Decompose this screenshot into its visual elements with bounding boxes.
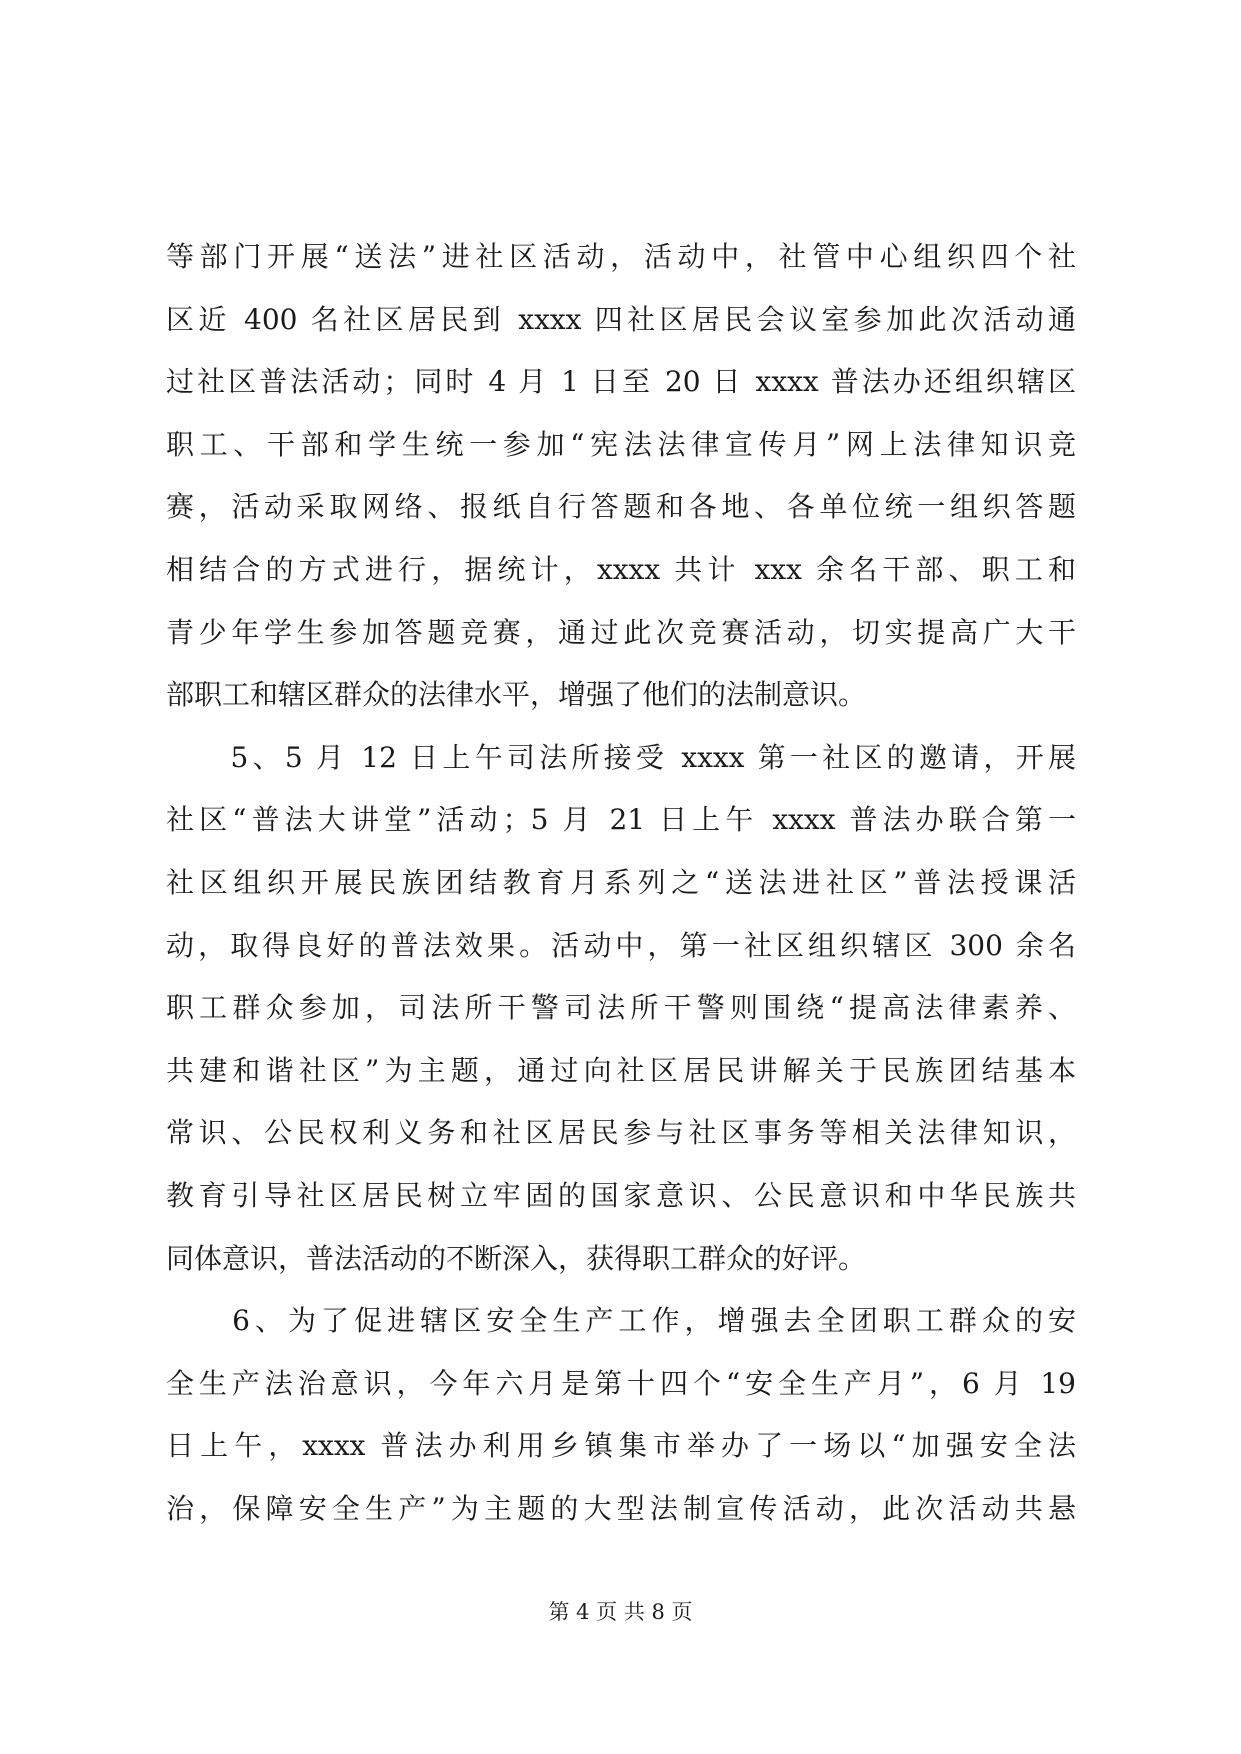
body-text-line: 社区“普法大讲堂”活动；5 月 21 日上午 xxxx 普法办联合第一 [166, 803, 1076, 837]
body-text-line: 区近 400 名社区居民到 xxxx 四社区居民会议室参加此次活动通 [166, 302, 1076, 336]
body-text-line: 动，取得良好的普法效果。活动中，第一社区组织辖区 300 余名 [166, 928, 1076, 962]
body-text-line: 教育引导社区居民树立牢固的国家意识、公民意识和中华民族共 [166, 1178, 1076, 1212]
body-text-line: 赛，活动采取网络、报纸自行答题和各地、各单位统一组织答题 [166, 490, 1076, 524]
document-body [166, 226, 1076, 1540]
body-text-line: 治，保障安全生产”为主题的大型法制宣传活动，此次活动共悬 [166, 1491, 1076, 1525]
body-text-line: 6、为了促进辖区安全生产工作，增强去全团职工群众的安 [166, 1304, 1076, 1338]
body-text-line: 部职工和辖区群众的法律水平，增强了他们的法制意识。 [166, 678, 867, 712]
body-text-line: 职工群众参加，司法所干警司法所干警则围绕“提高法律素养、 [166, 991, 1076, 1025]
body-text-line: 青少年学生参加答题竞赛，通过此次竞赛活动，切实提高广大干 [166, 615, 1076, 649]
body-text-line: 共建和谐社区”为主题，通过向社区居民讲解关于民族团结基本 [166, 1053, 1076, 1087]
body-text-line: 过社区普法活动；同时 4 月 1 日至 20 日 xxxx 普法办还组织辖区 [166, 365, 1076, 399]
body-text-line: 职工、干部和学生统一参加“宪法法律宣传月”网上法律知识竞 [166, 427, 1076, 461]
body-text-line: 5、5 月 12 日上午司法所接受 xxxx 第一社区的邀请，开展 [166, 740, 1076, 774]
body-text-line: 相结合的方式进行，据统计，xxxx 共计 xxx 余名干部、职工和 [166, 552, 1076, 586]
page-footer: 第 4 页 共 8 页 [548, 1600, 693, 1624]
body-text-line: 日上午，xxxx 普法办利用乡镇集市举办了一场以“加强安全法 [166, 1429, 1076, 1463]
body-text-line: 常识、公民权利义务和社区居民参与社区事务等相关法律知识， [166, 1116, 1076, 1150]
body-text-line: 社区组织开展民族团结教育月系列之“送法进社区”普法授课活 [166, 865, 1076, 899]
body-text-line: 等部门开展“送法”进社区活动，活动中，社管中心组织四个社 [166, 240, 1076, 273]
body-text-line: 全生产法治意识，今年六月是第十四个“安全生产月”，6 月 19 [166, 1366, 1076, 1400]
body-text-line: 同体意识，普法活动的不断深入，获得职工群众的好评。 [166, 1241, 867, 1275]
